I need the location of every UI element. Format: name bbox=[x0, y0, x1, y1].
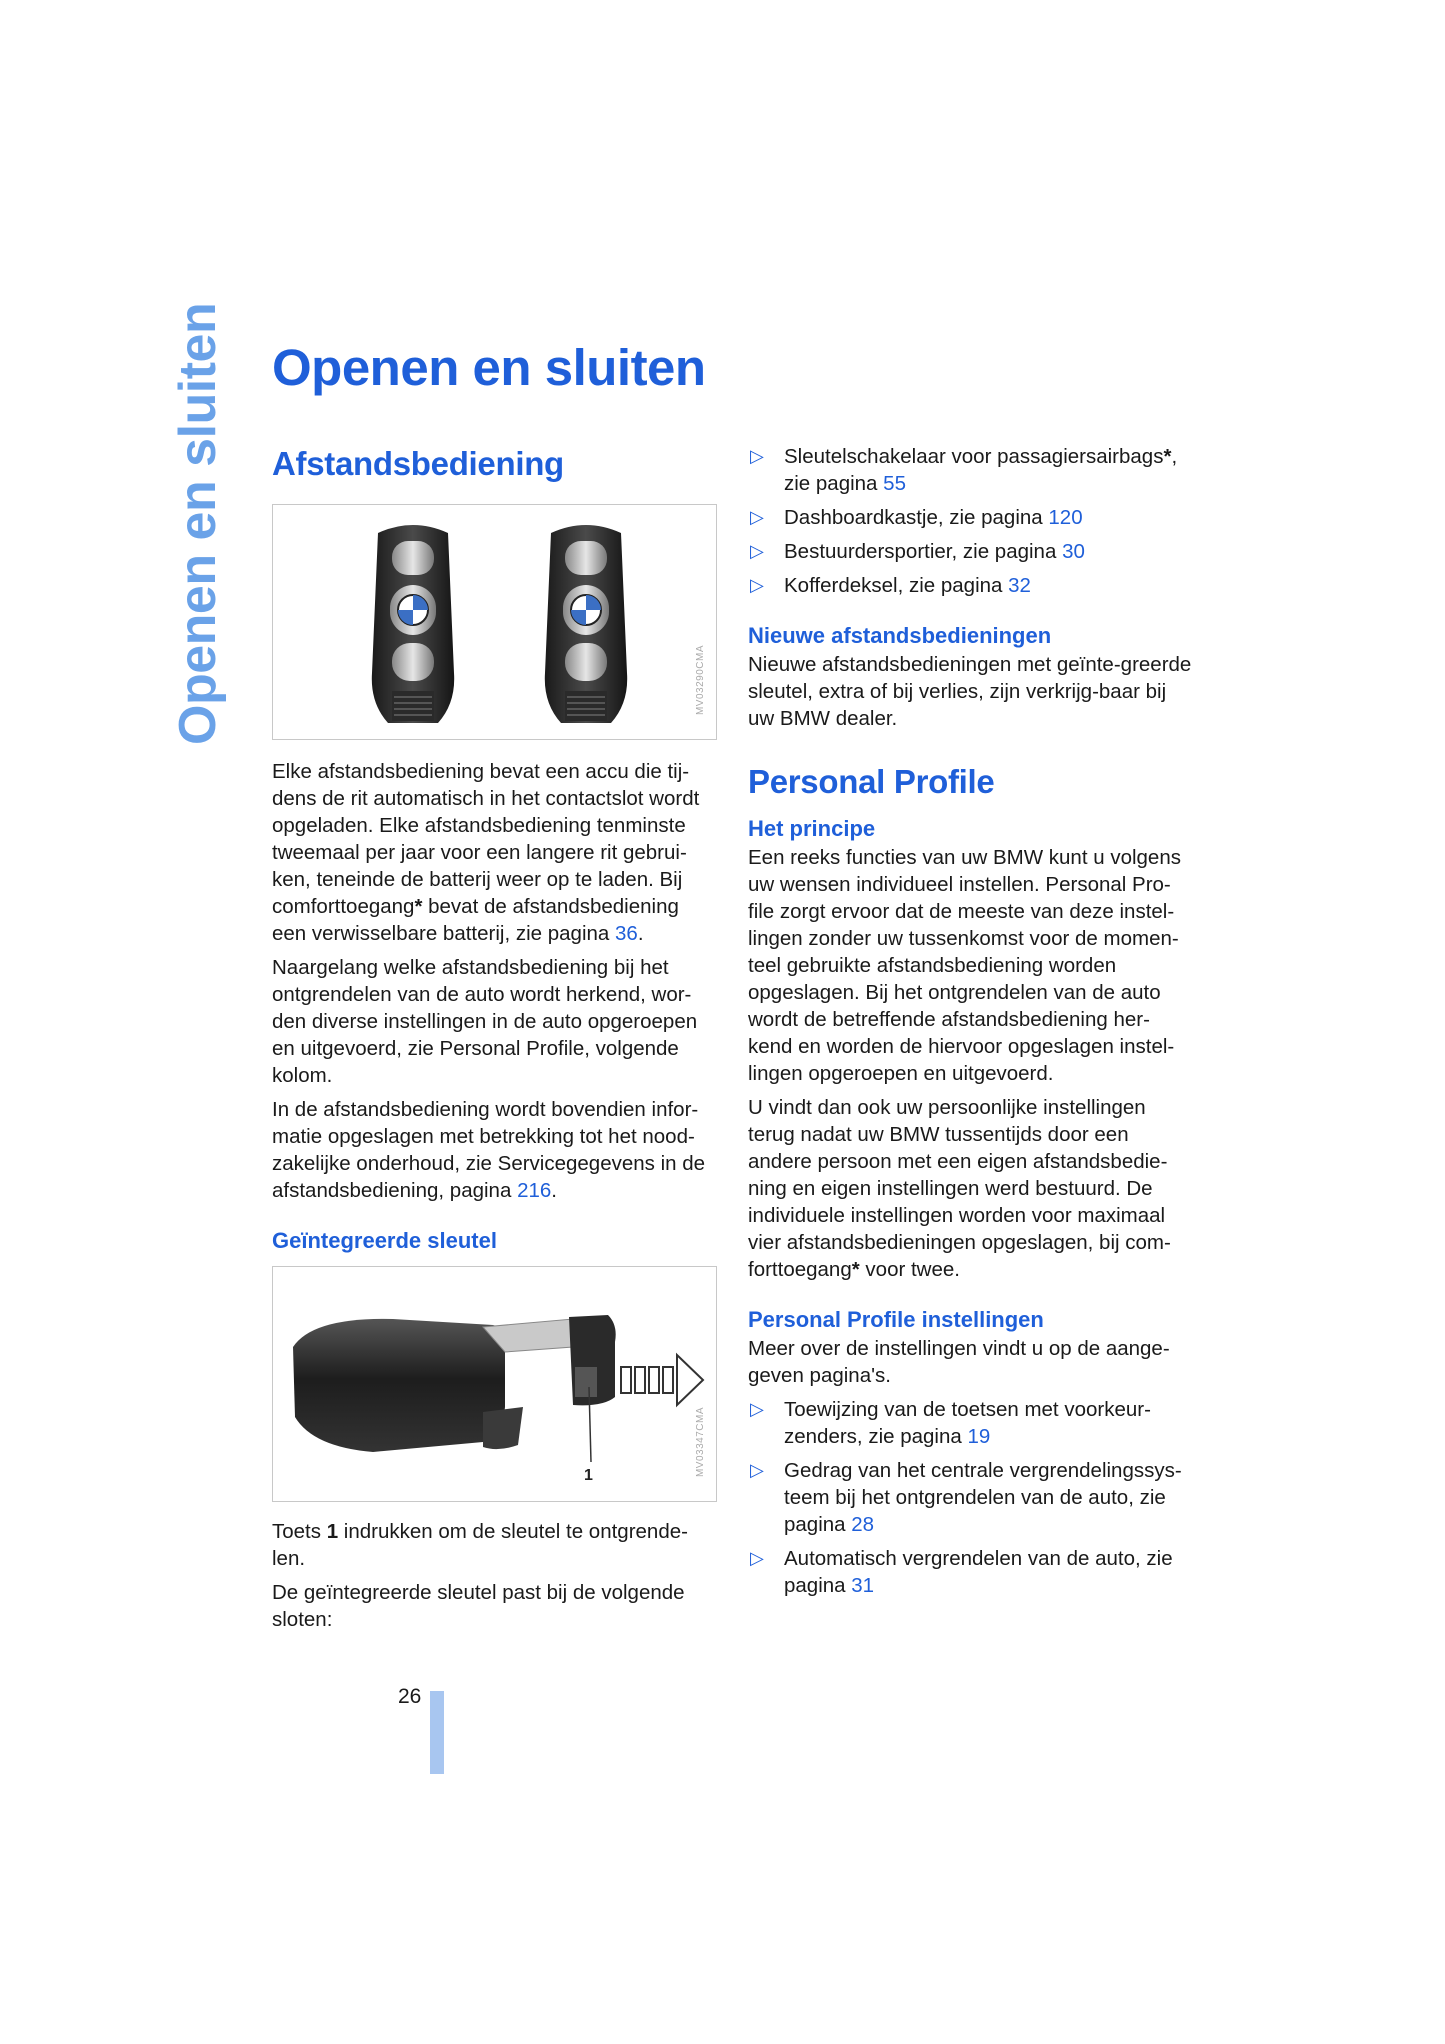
integrated-key-figure bbox=[272, 1266, 717, 1502]
subheading-new-remotes: Nieuwe afstandsbedieningen bbox=[748, 623, 1052, 648]
new-remotes-paragraph: Nieuwe afstandsbedieningen met geïnte-greerde sleutel, extra of bij verlies, zijn verkrijg-baar bij uw BMW dealer. bbox=[748, 653, 1192, 730]
settings-list-item bbox=[748, 1545, 1193, 1599]
optional-star: * bbox=[851, 1258, 860, 1281]
button-ref-1: 1 bbox=[326, 1520, 339, 1543]
right-column bbox=[748, 443, 1193, 1606]
triangle-right-icon: ▷ bbox=[750, 541, 764, 561]
remote-paragraph-1 bbox=[272, 758, 717, 1204]
principle-paragraph-1: Een reeks functies van uw BMW kunt u volgens uw wensen individueel instellen. Personal Pro-file zorgt ervoor dat de meeste van deze instel-lingen zonder uw tussenkomst voor de momen-teel gebruikte afstandsbediening worden opgeslagen. Bij het ontgrendelen van de auto wordt de betreffende afstandsbediening her-kend en worden de hiervoor opgeslagen instel-lingen opgeroepen en uitgevoerd. bbox=[748, 846, 1181, 1085]
settings-paragraph: Meer over de instellingen vindt u op de aange-geven pagina's. bbox=[748, 1337, 1170, 1387]
press-text-c: indrukken om de sleutel te ontgrende-len. bbox=[272, 1520, 688, 1570]
figure-callout-1: 1 bbox=[584, 1467, 593, 1484]
page-link-55[interactable]: 55 bbox=[883, 472, 906, 495]
battery-text-4: . bbox=[637, 922, 644, 945]
remote-keys-figure bbox=[272, 504, 717, 740]
settings-list-item-text: Toewijzing van de toetsen met voorkeur-zenders, zie pagina bbox=[784, 1398, 1151, 1448]
figure-code: MV03290CMA bbox=[695, 645, 706, 716]
page-link-28[interactable]: 28 bbox=[851, 1513, 875, 1536]
lock-list-item bbox=[748, 504, 1193, 531]
page-link-36[interactable]: 36 bbox=[615, 922, 638, 945]
settings-list-item-text: Automatisch vergrendelen van de auto, zie pagina bbox=[784, 1547, 1173, 1597]
principle-text-b: voor twee. bbox=[859, 1258, 960, 1281]
subheading-principle: Het principe bbox=[748, 816, 876, 841]
subheading-profile-settings: Personal Profile instellingen bbox=[748, 1307, 1044, 1332]
section-heading-personal-profile: Personal Profile bbox=[748, 763, 995, 800]
principle-text-a: U vindt dan ook uw persoonlijke instellingen terug nadat uw BMW tussentijds door een andere persoon met een eigen afstandsbedie-ning en eigen instellingen werd bestuurd. De individuele instellingen worden voor maximaal vier afstandsbedieningen opgeslagen, bij com-forttoegang bbox=[748, 1096, 1171, 1281]
page-marker-bar bbox=[430, 1691, 444, 1774]
press-button-paragraph bbox=[272, 1518, 717, 1572]
service-data-text: In de afstandsbediening wordt bovendien infor-matie opgeslagen met betrekking tot het nood-zakelijke onderhoud, zie Servicegegevens in de afstandsbediening, pagina bbox=[272, 1098, 706, 1202]
left-column bbox=[272, 442, 717, 1640]
page-number: 26 bbox=[398, 1685, 422, 1708]
lock-list-item-rest: , zie pagina bbox=[784, 445, 1178, 495]
remote-keys-illustration bbox=[273, 505, 716, 739]
settings-list bbox=[748, 1396, 1193, 1599]
triangle-right-icon: ▷ bbox=[750, 575, 764, 595]
page-link-30[interactable]: 30 bbox=[1062, 540, 1085, 563]
service-data-end: . bbox=[551, 1179, 557, 1202]
settings-list-item bbox=[748, 1396, 1193, 1450]
lock-list-item-text: Bestuurdersportier, zie pagina bbox=[784, 540, 1063, 563]
chapter-side-tab bbox=[168, 302, 228, 745]
locks-paragraph: De geïntegreerde sleutel past bij de volgende sloten: bbox=[272, 1581, 685, 1631]
triangle-right-icon: ▷ bbox=[750, 1460, 764, 1480]
settings-list-item-text: Gedrag van het centrale vergrendelingssys-teem bij het ontgrendelen van de auto, zie pagina bbox=[784, 1459, 1182, 1536]
settings-list-item bbox=[748, 1457, 1193, 1538]
lock-list-item bbox=[748, 572, 1193, 599]
press-text-a: Toets bbox=[272, 1520, 327, 1543]
lock-list-item bbox=[748, 443, 1193, 497]
lock-list-item-text: Kofferdeksel, zie pagina bbox=[784, 574, 1009, 597]
section-heading-remote: Afstandsbediening bbox=[272, 445, 564, 482]
lock-list-item-text: Sleutelschakelaar voor passagiersairbags bbox=[784, 445, 1164, 468]
battery-text-2: bevat de afstandsbediening een verwisselbare batterij, zie pagina bbox=[272, 895, 679, 945]
figure-code-2: MV03347CMA bbox=[695, 1407, 706, 1478]
principle-paragraph-2 bbox=[748, 1094, 1193, 1283]
page-link-19[interactable]: 19 bbox=[967, 1425, 991, 1448]
page-link-32[interactable]: 32 bbox=[1008, 574, 1031, 597]
page-link-31[interactable]: 31 bbox=[851, 1574, 875, 1597]
triangle-right-icon: ▷ bbox=[750, 1548, 764, 1568]
chapter-side-tab-label: Openen en sluiten bbox=[169, 302, 227, 745]
subheading-integrated-key: Geïntegreerde sleutel bbox=[272, 1228, 497, 1253]
service-data-paragraph bbox=[272, 1096, 717, 1204]
page-link-216[interactable]: 216 bbox=[517, 1179, 552, 1202]
triangle-right-icon: ▷ bbox=[750, 507, 764, 527]
battery-text-0: Elke afstandsbediening bevat een accu die tij-dens de rit automatisch in het contactslot wordt opgeladen. Elke afstandsbediening tenminste tweemaal per jaar voor een langere rit gebrui-ken, teneinde de batterij weer op te laden. Bij comforttoegang bbox=[272, 760, 700, 918]
battery-paragraph bbox=[272, 758, 717, 947]
lock-list bbox=[748, 443, 1193, 599]
lock-list-item-text: Dashboardkastje, zie pagina bbox=[784, 506, 1049, 529]
optional-star: * bbox=[1163, 445, 1172, 468]
battery-text-1: * bbox=[414, 895, 423, 918]
triangle-right-icon: ▷ bbox=[750, 1399, 764, 1419]
recognition-paragraph: Naargelang welke afstandsbediening bij het ontgrendelen van de auto wordt herkend, wor-den diverse instellingen in de auto opgeroepen en uitgevoerd, zie Personal Profile, volgende kolom. bbox=[272, 956, 698, 1087]
integrated-key-illustration bbox=[273, 1267, 716, 1501]
page-link-120[interactable]: 120 bbox=[1048, 506, 1083, 529]
lock-list-item bbox=[748, 538, 1193, 565]
triangle-right-icon: ▷ bbox=[750, 446, 764, 466]
page-title: Openen en sluiten bbox=[272, 339, 706, 396]
